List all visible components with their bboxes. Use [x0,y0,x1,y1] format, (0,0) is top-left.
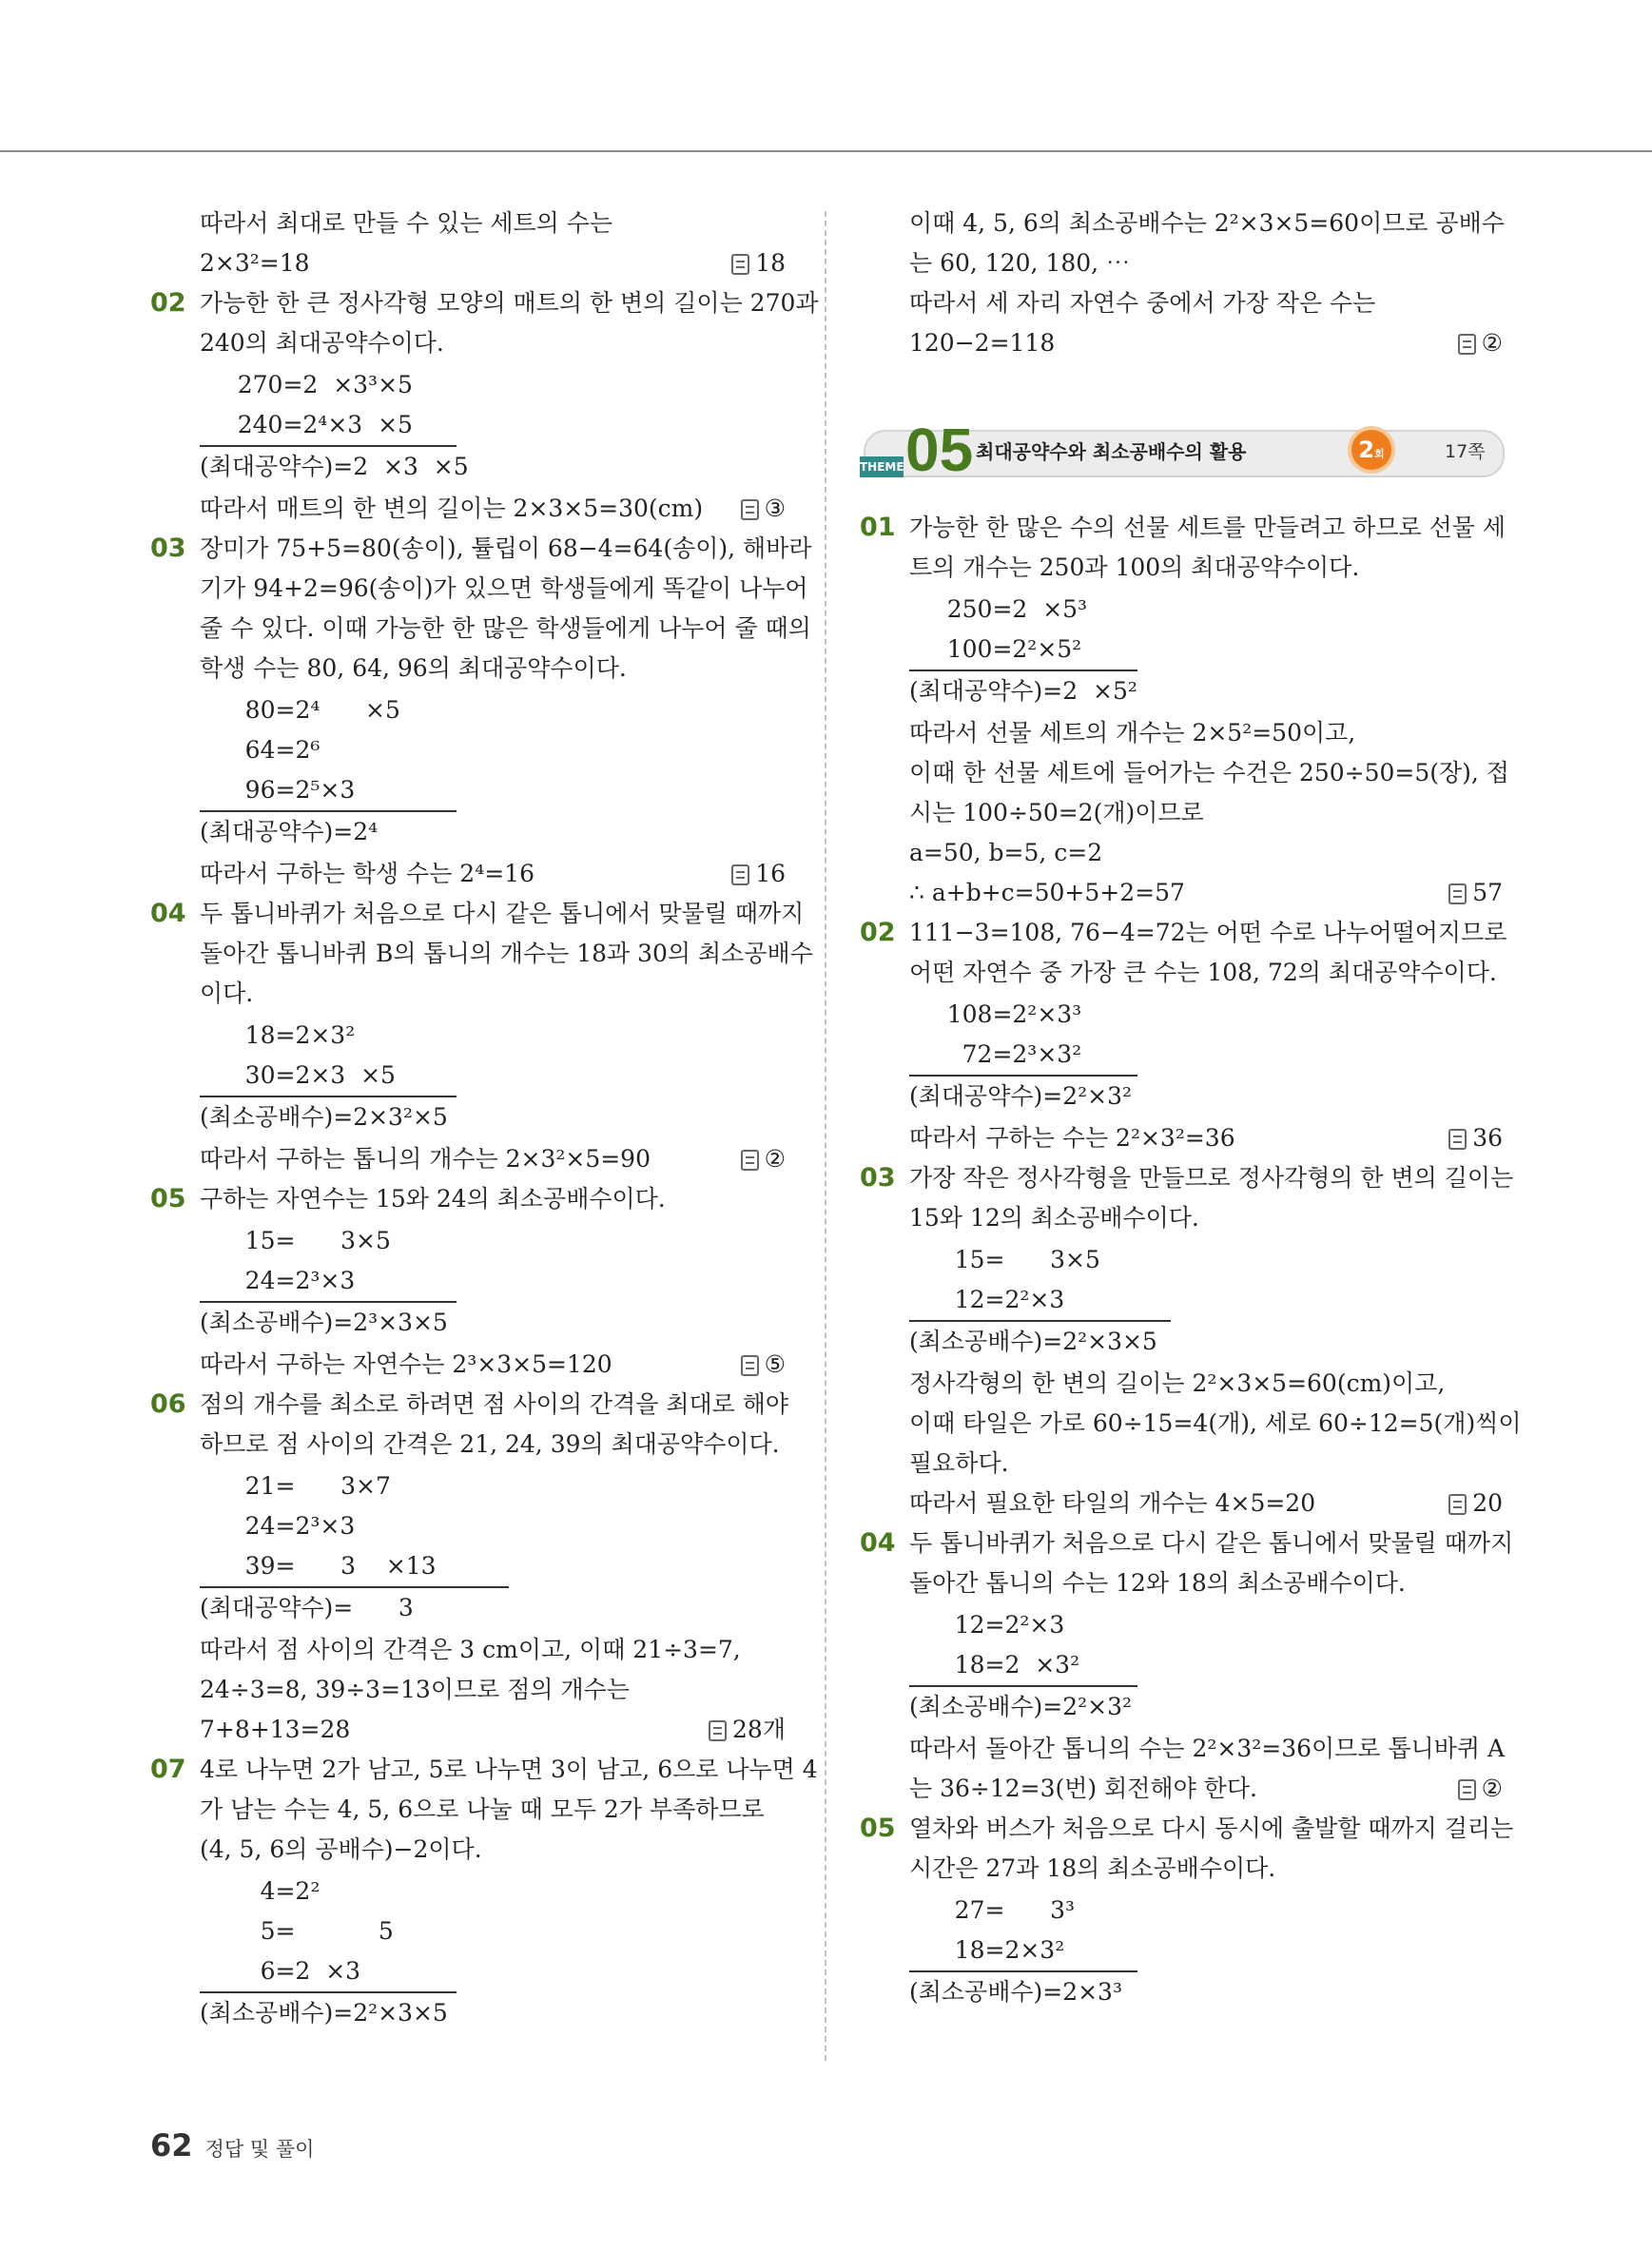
line-text: 7+8+13=28 [200,1716,351,1743]
equation-text: 30=2×3 ×5 [200,1061,396,1089]
equation-row [200,1097,457,1137]
line-text: 시간은 27과 18의 최소공배수이다. [909,1854,1276,1882]
text-line [860,753,1509,793]
problem-line [150,283,819,323]
equation-text: (최대공약수)=2 ×5² [909,677,1137,705]
text-line [150,854,786,894]
equation-block [200,1870,457,2035]
line-text: 두 톱니바퀴가 처음으로 다시 같은 톱니에서 맞물릴 때까지 [909,1529,1514,1557]
text-line [860,833,1503,873]
equation-text: 18=2×3² [909,1936,1065,1964]
text-line [860,1484,1503,1523]
equation-row [200,405,457,445]
equation-row [200,1872,457,1911]
problem-number: 02 [150,288,186,318]
equation-row [909,1077,1137,1116]
text-line [150,934,813,974]
equation-row [200,770,457,810]
text-line [150,1830,786,1870]
equation-block [200,1014,457,1139]
answer-value: 18 [755,249,786,277]
answer-value: ② [1481,329,1503,357]
equation-block [909,1238,1171,1364]
equation-row [200,1546,509,1586]
problem-number: 04 [860,1528,896,1558]
line-text: 15와 12의 최소공배수이다. [909,1204,1199,1232]
answer-mark [741,489,786,529]
equation-text: 15= 3×5 [200,1227,391,1254]
answer-icon [1448,1129,1467,1150]
line-text: 하므로 점 사이의 간격은 21, 24, 39의 최대공약수이다. [200,1430,780,1458]
equation-text: 108=2²×3³ [909,1000,1082,1028]
equation-text: 24=2³×3 [200,1512,356,1540]
text-line [860,1198,1503,1238]
theme-header [860,416,1503,491]
text-line [150,1670,786,1710]
equation-row [909,1240,1171,1280]
answer-value: ② [764,1145,786,1173]
equation-text: 21= 3×7 [200,1472,391,1500]
equation-row [200,365,457,405]
problem-line [860,1523,1514,1563]
line-text: 두 톱니바퀴가 처음으로 다시 같은 톱니에서 맞물릴 때까지 [200,900,805,927]
header-rule [0,150,1652,152]
equation-row [200,1911,457,1951]
text-line [860,1769,1503,1809]
round-badge [1348,426,1395,474]
text-line [860,1849,1503,1889]
equation-row [200,1466,509,1506]
equation-text: 4=2² [200,1877,321,1905]
answer-icon [731,254,749,275]
equation-text: 27= 3³ [909,1896,1076,1924]
equation-text: 18=2×3² [200,1021,356,1049]
theme-page-ref: 17쪽 [1445,441,1486,462]
answer-icon [741,1150,759,1171]
text-line [150,569,808,609]
text-line [860,204,1503,243]
text-line [150,1425,786,1465]
answer-mark [1448,873,1503,913]
text-line [860,873,1503,913]
equation-text: 6=2 ×3 [200,1957,361,1985]
equation-text: 100=2²×5² [909,635,1082,663]
text-line [860,548,1503,588]
equation-row [909,1280,1171,1320]
line-text: 24÷3=8, 39÷3=13이므로 점의 개수는 [200,1676,630,1703]
equation-row [200,1056,457,1096]
answer-icon [709,1720,727,1741]
equation-row [909,1931,1137,1970]
text-line [150,1710,786,1750]
equation-row [200,447,469,487]
equation-row [909,1322,1171,1362]
line-text: 따라서 구하는 톱니의 개수는 2×3²×5=90 [200,1145,651,1173]
text-line [150,204,786,243]
text-line [150,323,786,363]
line-text: 돌아간 톱니바퀴 B의 톱니의 개수는 18과 30의 최소공배수 [200,940,813,967]
equation-row [909,1645,1137,1685]
text-line [150,609,811,649]
line-text: 111−3=108, 76−4=72는 어떤 수로 나누어떨어지므로 [909,919,1507,946]
equation-text: (최소공배수)=2²×3×5 [909,1328,1157,1355]
answer-icon [731,864,749,885]
line-text: a=50, b=5, c=2 [909,839,1103,866]
equation-row [909,1687,1137,1727]
line-text: 는 36÷12=3(번) 회전해야 한다. [909,1775,1257,1802]
round-suffix: 회 [1374,448,1385,460]
line-text: 줄 수 있다. 이때 가능한 한 많은 학생들에게 나누어 줄 때의 [200,614,811,642]
equation-text: (최대공약수)=2⁴ [200,818,379,845]
answer-value: 57 [1472,879,1503,906]
problem-line [860,913,1507,953]
equation-block [909,993,1137,1118]
problem-line [860,508,1506,548]
line-text: 는 60, 120, 180, ⋯ [909,249,1131,277]
equation-block [200,363,469,489]
equation-row [200,1261,457,1301]
line-text: 따라서 선물 세트의 개수는 2×5²=50이고, [909,719,1356,747]
answer-mark [1458,1769,1503,1809]
answer-mark [741,1345,786,1385]
equation-text: 24=2³×3 [200,1267,356,1294]
problem-number: 03 [860,1163,896,1193]
answer-mark [1448,1484,1503,1523]
equation-text: 12=2²×3 [909,1286,1065,1313]
theme-tag: THEME [860,456,904,477]
problem-number: 01 [860,513,896,542]
answer-value: ③ [764,495,786,522]
answer-mark [731,854,786,894]
equation-text: 240=2⁴×3 ×5 [200,411,413,438]
line-text: 학생 수는 80, 64, 96의 최대공약수이다. [200,654,627,682]
answer-icon [1448,883,1467,904]
line-text: 점의 개수를 최소로 하려면 점 사이의 간격을 최대로 해야 [200,1390,789,1418]
text-line [860,713,1503,753]
line-text: 따라서 구하는 수는 2²×3²=36 [909,1124,1235,1152]
text-line [150,974,786,1014]
equation-row [909,1035,1137,1075]
line-text: 구하는 자연수는 15와 24의 최소공배수이다. [200,1185,666,1213]
answer-icon [1458,1779,1476,1800]
equation-row [200,1303,457,1343]
equation-row [909,1605,1137,1645]
text-line [860,1563,1503,1603]
answer-icon [741,1355,759,1376]
theme-number: 05 [905,416,974,484]
equation-block [200,689,457,854]
problem-line [860,1809,1514,1849]
answer-icon [1458,334,1476,355]
text-line [150,1790,786,1830]
text-line [860,953,1503,993]
text-line [860,793,1503,833]
equation-row [200,1016,457,1056]
text-line [860,1404,1522,1444]
equation-text: (최소공배수)=2²×3² [909,1693,1133,1720]
line-text: 가장 작은 정사각형을 만들므로 정사각형의 한 변의 길이는 [909,1164,1514,1192]
line-text: 2×3²=18 [200,249,310,277]
text-line [860,323,1503,363]
equation-row [200,1221,457,1261]
equation-block [200,1465,509,1630]
answer-mark [1458,323,1503,363]
problem-number: 05 [860,1814,896,1843]
right-column [860,204,1522,2014]
equation-text: 250=2 ×5³ [909,595,1088,623]
equation-text: 39= 3 ×13 [200,1552,437,1580]
answer-value: 20 [1472,1489,1503,1517]
line-text: 120−2=118 [909,329,1056,357]
text-line [860,1118,1503,1158]
text-line [150,243,786,283]
line-text: 정사각형의 한 변의 길이는 2²×3×5=60(cm)이고, [909,1369,1446,1397]
problem-line [860,1158,1514,1198]
equation-row [909,995,1137,1035]
equation-text: 72=2³×3² [909,1040,1082,1068]
equation-text: (최소공배수)=2×3²×5 [200,1103,448,1131]
answer-value: ② [1481,1775,1503,1802]
line-text: 어떤 자연수 중 가장 큰 수는 108, 72의 최대공약수이다. [909,959,1497,986]
text-line [150,649,786,689]
footer-label: 정답 및 풀이 [204,2138,315,2161]
problem-line [150,529,812,569]
answer-icon [741,499,759,520]
equation-row [909,1891,1137,1931]
line-text: 따라서 구하는 자연수는 2³×3×5=120 [200,1350,612,1378]
problem-number: 06 [150,1389,186,1419]
equation-block [909,1889,1137,2014]
equation-text: (최소공배수)=2×3³ [909,1978,1122,2006]
line-text: 장미가 75+5=80(송이), 튤립이 68−4=64(송이), 해바라 [200,534,812,562]
line-text: 4로 나누면 2가 남고, 5로 나누면 3이 남고, 6으로 나누면 4 [200,1756,818,1783]
text-line [150,1630,786,1670]
line-text: 따라서 점 사이의 간격은 3 cm이고, 이때 21÷3=7, [200,1636,741,1663]
page-footer [150,2127,314,2164]
line-text: 이때 4, 5, 6의 최소공배수는 2²×3×5=60이므로 공배수 [909,209,1505,237]
line-text: 가능한 한 큰 정사각형 모양의 매트의 한 변의 길이는 270과 [200,289,819,317]
problem-line [150,1750,818,1790]
equation-block [909,1603,1137,1729]
line-text: 240의 최대공약수이다. [200,329,444,357]
text-line [860,283,1503,323]
equation-text: 15= 3×5 [909,1246,1100,1273]
problem-line [150,894,805,934]
equation-block [200,1219,457,1345]
line-text: 따라서 구하는 학생 수는 2⁴=16 [200,860,534,887]
equation-text: (최대공약수)=2 ×3 ×5 [200,453,469,480]
problem-number: 02 [860,918,896,947]
line-text: 트의 개수는 250과 100의 최대공약수이다. [909,553,1360,581]
answer-mark [709,1710,786,1750]
equation-text: 96=2⁵×3 [200,776,356,804]
equation-text: 80=2⁴ ×5 [200,696,400,724]
answer-mark [731,243,786,283]
line-text: ∴ a+b+c=50+5+2=57 [909,879,1185,906]
theme-title: 최대공약수와 최소공배수의 활용 [976,440,1247,463]
text-line [860,1729,1503,1769]
problem-number: 04 [150,899,186,928]
line-text: 따라서 필요한 타일의 개수는 4×5=20 [909,1489,1316,1517]
problem-number: 07 [150,1755,186,1784]
equation-row [909,671,1137,711]
line-text: 열차와 버스가 처음으로 다시 동시에 출발할 때까지 걸리는 [909,1814,1514,1842]
line-text: 가능한 한 많은 수의 선물 세트를 만들려고 하므로 선물 세 [909,514,1506,541]
equation-text: (최소공배수)=2²×3×5 [200,1999,448,2027]
text-line [150,489,786,529]
round-number: 2 [1358,437,1375,463]
equation-text: (최대공약수)= 3 [200,1594,414,1621]
line-text: 따라서 매트의 한 변의 길이는 2×3×5=30(cm) [200,495,704,522]
equation-row [200,730,457,770]
equation-row [200,1588,509,1628]
equation-text: 64=2⁶ [200,736,321,764]
answer-value: 28개 [732,1716,786,1743]
equation-text: (최소공배수)=2³×3×5 [200,1309,448,1336]
equation-text: 18=2 ×3² [909,1651,1080,1679]
text-line [860,1364,1503,1404]
answer-value: ⑤ [764,1350,786,1378]
equation-row [909,590,1137,630]
left-column [150,204,819,2035]
column-divider [825,211,826,2061]
equation-row [200,1951,457,1991]
page-number: 62 [150,2127,193,2164]
equation-row [200,812,457,852]
line-text: (4, 5, 6의 공배수)−2이다. [200,1835,482,1863]
line-text: 따라서 최대로 만들 수 있는 세트의 수는 [200,209,613,237]
line-text: 이때 한 선물 세트에 들어가는 수건은 250÷50=5(장), 접 [909,759,1509,786]
text-line [150,1345,786,1385]
equation-row [200,690,457,730]
text-line [860,243,1503,283]
line-text: 기가 94+2=96(송이)가 있으면 학생들에게 똑같이 나누어 [200,574,808,602]
equation-row [200,1993,457,2033]
equation-text: (최대공약수)=2²×3² [909,1082,1133,1110]
equation-text: 5= 5 [200,1917,394,1945]
line-text: 가 남는 수는 4, 5, 6으로 나눌 때 모두 2가 부족하므로 [200,1795,765,1823]
problem-line [150,1385,789,1425]
problem-number: 05 [150,1184,186,1213]
problem-line [150,1179,786,1219]
text-line [860,1444,1503,1484]
answer-value: 16 [755,860,786,887]
answer-icon [1448,1494,1467,1515]
line-text: 이때 타일은 가로 60÷15=4(개), 세로 60÷12=5(개)씩이 [909,1409,1522,1437]
answer-value: 36 [1472,1124,1503,1152]
line-text: 따라서 세 자리 자연수 중에서 가장 작은 수는 [909,289,1376,317]
equation-row [200,1506,509,1546]
equation-row [909,630,1137,669]
line-text: 필요하다. [909,1449,1009,1477]
answer-mark [1448,1118,1503,1158]
equation-text: 12=2²×3 [909,1611,1065,1639]
line-text: 시는 100÷50=2(개)이므로 [909,799,1204,826]
equation-block [909,588,1137,713]
problem-number: 03 [150,534,186,563]
equation-row [909,1972,1137,2012]
line-text: 이다. [200,980,254,1007]
text-line [150,1139,786,1179]
line-text: 따라서 돌아간 톱니의 수는 2²×3²=36이므로 톱니바퀴 A [909,1735,1505,1762]
line-text: 돌아간 톱니의 수는 12와 18의 최소공배수이다. [909,1569,1406,1597]
answer-mark [741,1139,786,1179]
equation-text: 270=2 ×3³×5 [200,371,413,398]
